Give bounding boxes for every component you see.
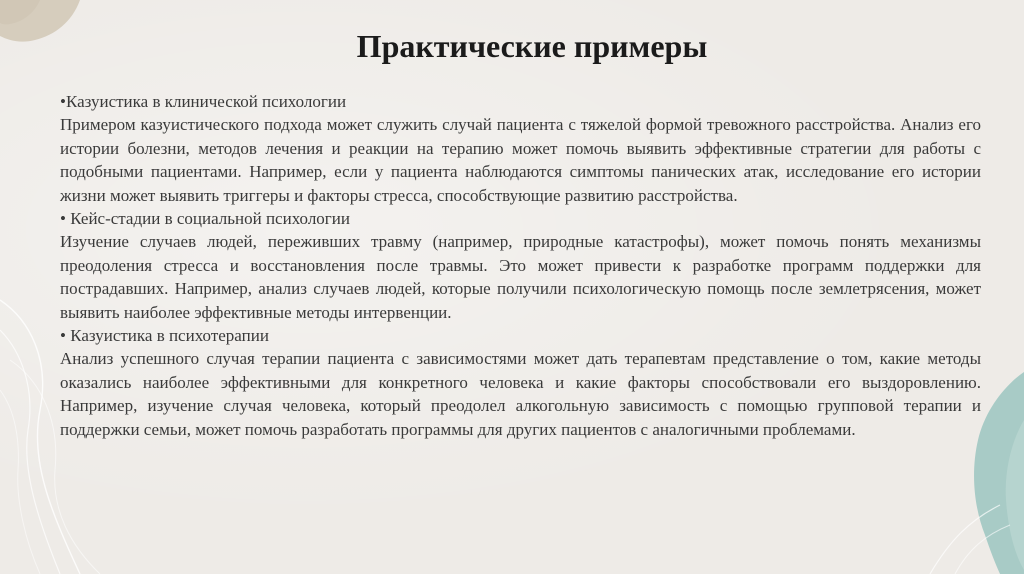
section-paragraph: Анализ успешного случая терапии пациента с зависимостями может дать терапевтам представление о том, какие методы оказались наиболее эффективными для конкретного человека и какие факторы способствовали его выздоровлению. Например, изучение случая человека, который преодолел алкогольную зависимость с помощью групповой терапии и поддержки семьи, может помочь разработать программы для других пациентов с аналогичными проблемами. [60,349,981,439]
left-swirl-line-2 [0,330,60,574]
left-swirl-line-4 [0,390,40,574]
slide-title: Практические примеры [356,28,708,64]
slide-body [60,90,981,441]
section-clinical [60,90,981,207]
section-paragraph: Примером казуистического подхода может служить случай пациента с тяжелой формой тревожного расстройства. Анализ его истории болезни, методов лечения и реакции на терапию может помочь выявить эффективные стратегии для работы с подобными пациентами. Например, если у пациента наблюдаются симптомы панических атак, исследование его истории жизни может выявить триггеры и факторы стресса, способствующие развитию расстройства. [60,115,981,205]
section-heading: •Казуистика в клинической психологии [60,92,347,111]
section-social [60,207,981,324]
section-heading: • Кейс-стадии в социальной психологии [60,209,350,229]
section-psychotherapy [60,324,981,441]
section-paragraph: Изучение случаев людей, переживших травму (например, природные катастрофы), может помочь понять механизмы преодоления стресса и восстановления после травмы. Это может привести к разработке программ поддержки для пострадавших. Например, анализ случаев людей, которые получили психологическую помощь после землетрясения, может выявить наиболее эффективные методы интервенции. [60,232,981,322]
section-heading: • Казуистика в психотерапии [60,326,269,346]
